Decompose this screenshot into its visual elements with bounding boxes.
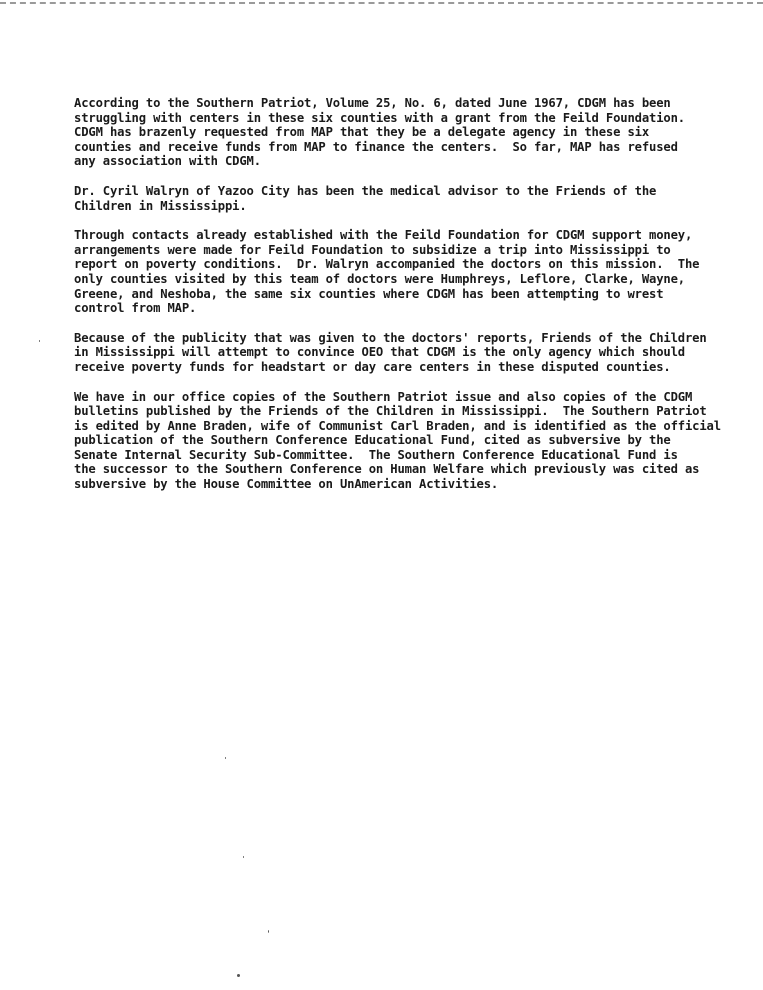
scan-speck bbox=[268, 930, 269, 933]
text-line: According to the Southern Patriot, Volume 25, No. 6, dated June 1967, CDGM has been bbox=[74, 96, 671, 110]
text-line: report on poverty conditions. Dr. Walryn accompanied the doctors on this mission. The bbox=[74, 257, 700, 272]
text-line: struggling with centers in these six counties with a grant from the Feild Foundation. bbox=[74, 110, 685, 125]
paragraph-office-copies bbox=[74, 390, 758, 492]
text-line: in Mississippi will attempt to convince OEO that CDGM is the only agency which should bbox=[74, 345, 685, 360]
text-line: any association with CDGM. bbox=[74, 154, 261, 169]
text-line: Dr. Cyril Walryn of Yazoo City has been the medical advisor to the Friends of the bbox=[74, 183, 657, 198]
text-line: bulletins published by the Friends of the Children in Mississippi. The Southern Patriot bbox=[74, 404, 707, 419]
text-line: is edited by Anne Braden, wife of Communist Carl Braden, and is identified as the official bbox=[74, 418, 721, 433]
text-line: subversive by the House Committee on UnAmerican Activities. bbox=[74, 477, 499, 492]
text-line: control from MAP. bbox=[74, 301, 197, 316]
text-line: CDGM has brazenly requested from MAP that they be a delegate agency in these six bbox=[74, 125, 649, 140]
top-edge-rule bbox=[0, 2, 763, 4]
scan-speck bbox=[243, 856, 244, 858]
paragraph-medical-advisor bbox=[74, 184, 758, 213]
document-body bbox=[74, 96, 758, 507]
text-line: Senate Internal Security Sub-Committee. The Southern Conference Educational Fund is bbox=[74, 447, 678, 462]
text-line: the successor to the Southern Conference on Human Welfare which previously was cited as bbox=[74, 462, 700, 477]
text-line: Greene, and Neshoba, the same six counties where CDGM has been attempting to wrest bbox=[74, 286, 664, 301]
text-line: arrangements were made for Feild Foundation to subsidize a trip into Mississippi to bbox=[74, 242, 671, 257]
text-line: Through contacts already established with the Feild Foundation for CDGM support money, bbox=[74, 228, 693, 243]
scan-speck bbox=[39, 340, 40, 342]
text-line: publication of the Southern Conference Educational Fund, cited as subversive by the bbox=[74, 433, 671, 448]
text-line: Because of the publicity that was given to the doctors' reports, Friends of the Children bbox=[74, 330, 707, 345]
paragraph-publicity bbox=[74, 331, 758, 375]
paragraph-southern-patriot bbox=[74, 96, 758, 169]
text-line: counties and receive funds from MAP to finance the centers. So far, MAP has refused bbox=[74, 139, 678, 154]
scan-speck bbox=[225, 757, 226, 759]
text-line: Children in Mississippi. bbox=[74, 198, 247, 213]
text-line: receive poverty funds for headstart or day care centers in these disputed counties. bbox=[74, 359, 671, 374]
text-line: only counties visited by this team of doctors were Humphreys, Leflore, Clarke, Wayne, bbox=[74, 271, 685, 286]
text-line: We have in our office copies of the Southern Patriot issue and also copies of the CDGM bbox=[74, 389, 693, 404]
paragraph-feild-foundation-trip bbox=[74, 228, 758, 316]
scan-speck bbox=[237, 974, 240, 977]
